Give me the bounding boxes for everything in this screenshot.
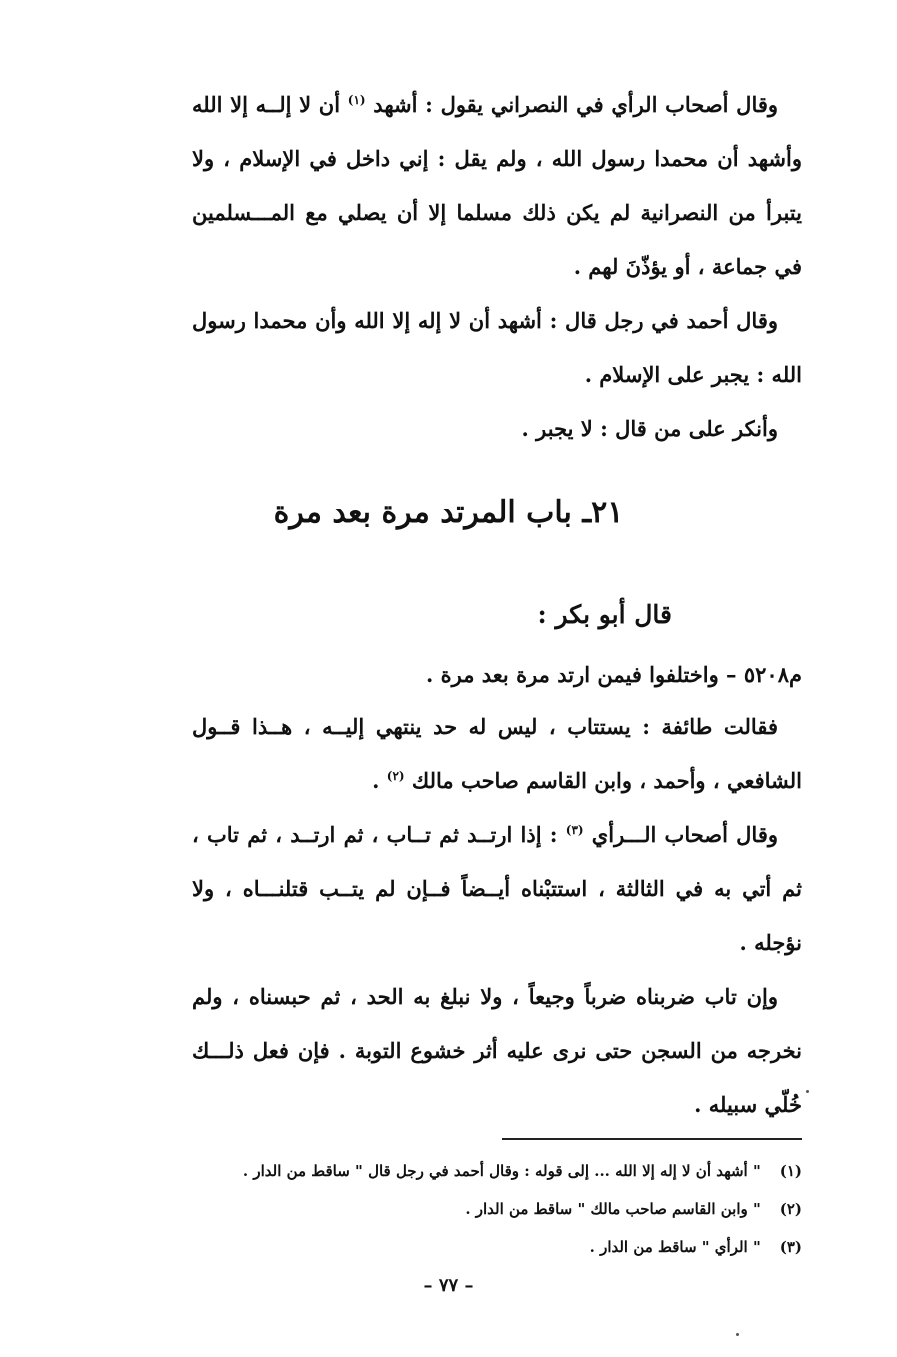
footnote-2: [182, 1190, 802, 1228]
paragraph-objection: وأنكر على من قال : لا يجبر .: [521, 416, 778, 441]
paragraph-text: وقال أصحاب الـــرأي: [591, 822, 778, 847]
page-number: – ٧٧ –: [423, 1275, 474, 1296]
footnote-ref-1: (١): [347, 93, 366, 107]
footnote-number: (٣): [779, 1238, 802, 1256]
footnote-text: " الرأي " ساقط من الدار .: [589, 1238, 761, 1256]
paragraph-text: وقال أصحاب الرأي في النصراني يقول : أشهد: [373, 92, 779, 117]
paragraph-second-opinion: [192, 808, 802, 970]
paragraph-text: فقالت طائفة : يستتاب ، ليس له حد ينتهي إليــه ، هــذا قــول الشافعي ، وأحمد ، وابن القاسم صاحب مالك: [192, 714, 802, 793]
scan-speck: [736, 1333, 739, 1336]
paragraph-christian-testimony: [192, 78, 802, 294]
footnote-number: (٢): [779, 1200, 802, 1218]
footnote-divider: [502, 1138, 802, 1140]
paragraph-ahmad-ruling: وقال أحمد في رجل قال : أشهد أن لا إله إلا الله وأن محمدا رسول الله : يجبر على الإسلام .: [192, 308, 802, 387]
body-section: [192, 700, 802, 1132]
paragraph-first-opinion: [192, 700, 802, 808]
numbered-item: [162, 655, 802, 695]
footnote-text: " أشهد أن لا إله إلا الله ... إلى قوله : وقال أحمد في رجل قال " ساقط من الدار .: [242, 1162, 761, 1180]
item-number: م٥٢٠٨: [743, 662, 802, 687]
item-dash: –: [726, 662, 737, 687]
footnote-3: [182, 1228, 802, 1266]
scan-speck: [806, 1090, 809, 1093]
top-section: [192, 78, 802, 456]
footnote-ref-2: (٢): [386, 769, 405, 783]
chapter-title: ٢١ـ باب المرتد مرة بعد مرة: [273, 495, 624, 530]
paragraph-text: : إذا ارتــد ثم تــاب ، ثم ارتــد ، ثم تاب ، ثم أتي به في الثالثة ، استتبْناه أيــضاً فــإن لم يتــب قتلنـــاه ، ولا نؤجله .: [192, 822, 802, 955]
footnote-number: (١): [779, 1162, 802, 1180]
footnote-1: [182, 1152, 802, 1190]
speaker-heading: قال أبو بكر :: [537, 600, 672, 629]
footnote-ref-3: (٣): [565, 823, 584, 837]
footnotes: [182, 1152, 802, 1266]
paragraph-repentance: وإن تاب ضربناه ضرباً وجيعاً ، ولا نبلغ به الحد ، ثم حبسناه ، ولم نخرجه من السجن حتى نرى عليه أثر خشوع التوبة . فإن فعل ذلـــك خُلّي سبيله .: [192, 984, 802, 1117]
paragraph-text: .: [372, 768, 380, 793]
paragraph-text: أن لا إلــه إلا الله وأشهد أن محمدا رسول الله ، ولم يقل : إني داخل في الإسلام ، ولا يتبرأ من النصرانية لم يكن ذلك مسلما إلا أن يصلي مع المـــسلمين في جماعة ، أو يؤذّنَ لهم .: [192, 92, 802, 279]
footnote-text: " وابن القاسم صاحب مالك " ساقط من الدار .: [465, 1200, 761, 1218]
item-text: واختلفوا فيمن ارتد مرة بعد مرة .: [425, 662, 719, 687]
